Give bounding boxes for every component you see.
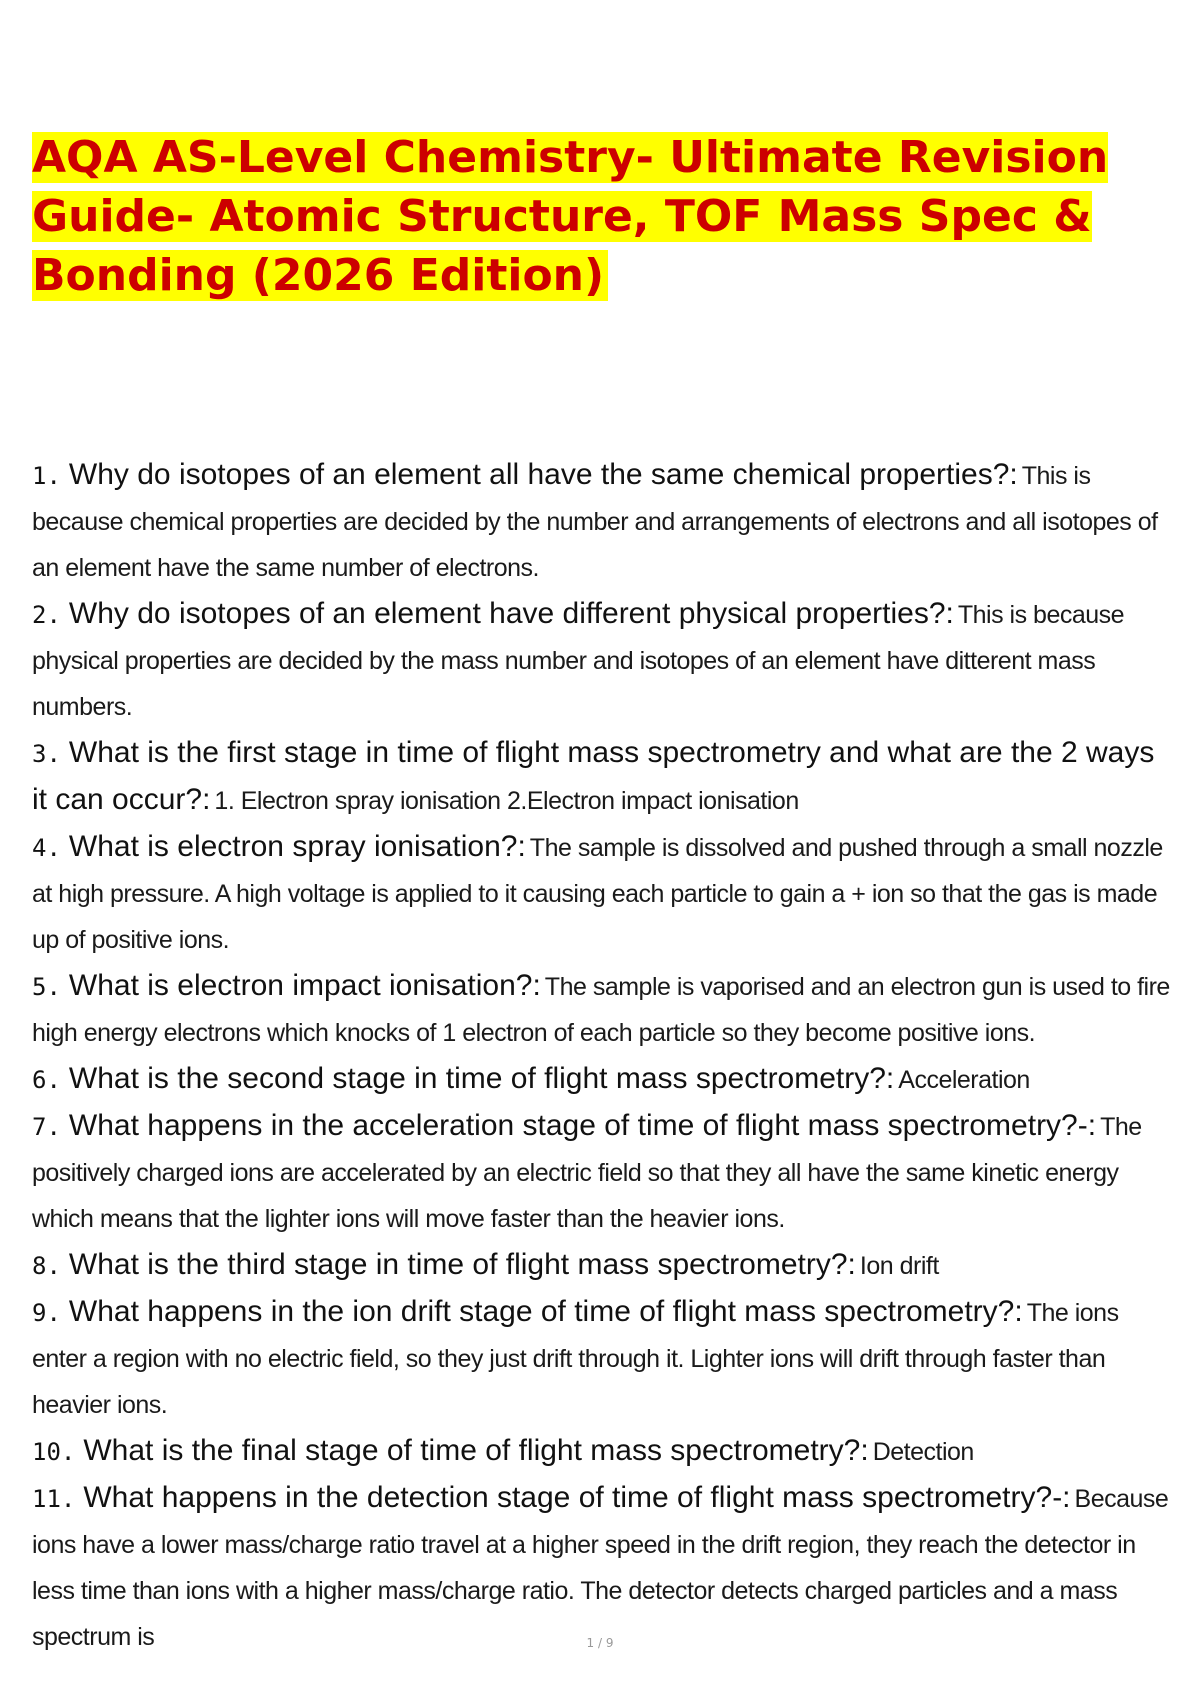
qa-number: 9. (32, 1299, 61, 1327)
qa-item-10 (32, 1428, 1174, 1475)
qa-number: 4. (32, 834, 61, 862)
qa-number: 1. (32, 462, 61, 490)
qa-question: What happens in the ion drift stage of time of flight mass spectrometry?: (68, 1295, 1023, 1328)
qa-number: 2. (32, 601, 61, 629)
qa-question: What is the second stage in time of flight mass spectrometry?: (68, 1062, 895, 1095)
qa-question: What is electron spray ionisation?: (68, 830, 526, 863)
qa-item-4 (32, 824, 1174, 963)
qa-number: 8. (32, 1252, 61, 1280)
qa-question: What is electron impact ionisation?: (68, 969, 541, 1002)
document-title (32, 128, 1152, 305)
qa-number: 6. (32, 1066, 61, 1094)
qa-answer: This is because physical properties are decided by the mass number and isotopes of an element have ditterent mass numbers. (32, 601, 1125, 721)
qa-answer: Detection (872, 1438, 974, 1466)
qa-question: What is the final stage of time of flight mass spectrometry?: (83, 1434, 869, 1467)
qa-answer: Because ions have a lower mass/charge ratio travel at a higher speed in the drift region, they reach the detector in less time than ions with a higher mass/charge ratio. The detector detects charged particles and a mass spectrum is (32, 1485, 1169, 1651)
qa-item-3 (32, 730, 1174, 824)
qa-number: 10. (32, 1438, 76, 1466)
qa-item-5 (32, 963, 1174, 1056)
qa-number: 5. (32, 973, 61, 1001)
page-indicator: 1 / 9 (586, 1636, 614, 1650)
qa-item-7 (32, 1103, 1174, 1242)
qa-item-9 (32, 1289, 1174, 1428)
qa-item-6 (32, 1056, 1174, 1103)
qa-question: Why do isotopes of an element have different physical properties?: (68, 597, 954, 630)
question-answer-list (32, 452, 1174, 1660)
qa-answer: The sample is dissolved and pushed through a small nozzle at high pressure. A high voltage is applied to it causing each particle to gain a + ion so that the gas is made up of positive ions. (32, 834, 1163, 954)
qa-answer: Ion drift (859, 1252, 939, 1280)
qa-answer: This is because chemical properties are decided by the number and arrangements of electrons and all isotopes of an element have the same number of electrons. (32, 462, 1158, 582)
qa-item-2 (32, 591, 1174, 730)
qa-number: 3. (32, 740, 61, 768)
qa-question: What is the first stage in time of flight mass spectrometry and what are the 2 ways it can occur?: (32, 736, 1155, 816)
qa-item-1 (32, 452, 1174, 591)
qa-item-8 (32, 1242, 1174, 1289)
qa-answer: 1. Electron spray ionisation 2.Electron impact ionisation (214, 787, 799, 815)
qa-question: Why do isotopes of an element all have the same chemical properties?: (68, 458, 1018, 491)
qa-item-11 (32, 1475, 1174, 1660)
qa-answer: The positively charged ions are accelerated by an electric field so that they all have the same kinetic energy which means that the lighter ions will move faster than the heavier ions. (32, 1113, 1142, 1233)
qa-question: What happens in the acceleration stage of time of flight mass spectrometry?-: (68, 1109, 1097, 1142)
qa-answer: Acceleration (898, 1066, 1030, 1094)
qa-number: 7. (32, 1113, 61, 1141)
qa-question: What is the third stage in time of flight mass spectrometry?: (68, 1248, 856, 1281)
qa-answer: The sample is vaporised and an electron gun is used to fire high energy electrons which knocks of 1 electron of each particle so they become positive ions. (32, 973, 1170, 1047)
qa-question: What happens in the detection stage of time of flight mass spectrometry?-: (83, 1481, 1071, 1514)
document-title-text: AQA AS-Level Chemistry- Ultimate Revision Guide- Atomic Structure, TOF Mass Spec & Bonding (2026 Edition) (32, 132, 1109, 301)
qa-number: 11. (32, 1485, 76, 1513)
qa-answer: The ions enter a region with no electric field, so they just drift through it. Lighter ions will drift through faster than heavier ions. (32, 1299, 1119, 1419)
